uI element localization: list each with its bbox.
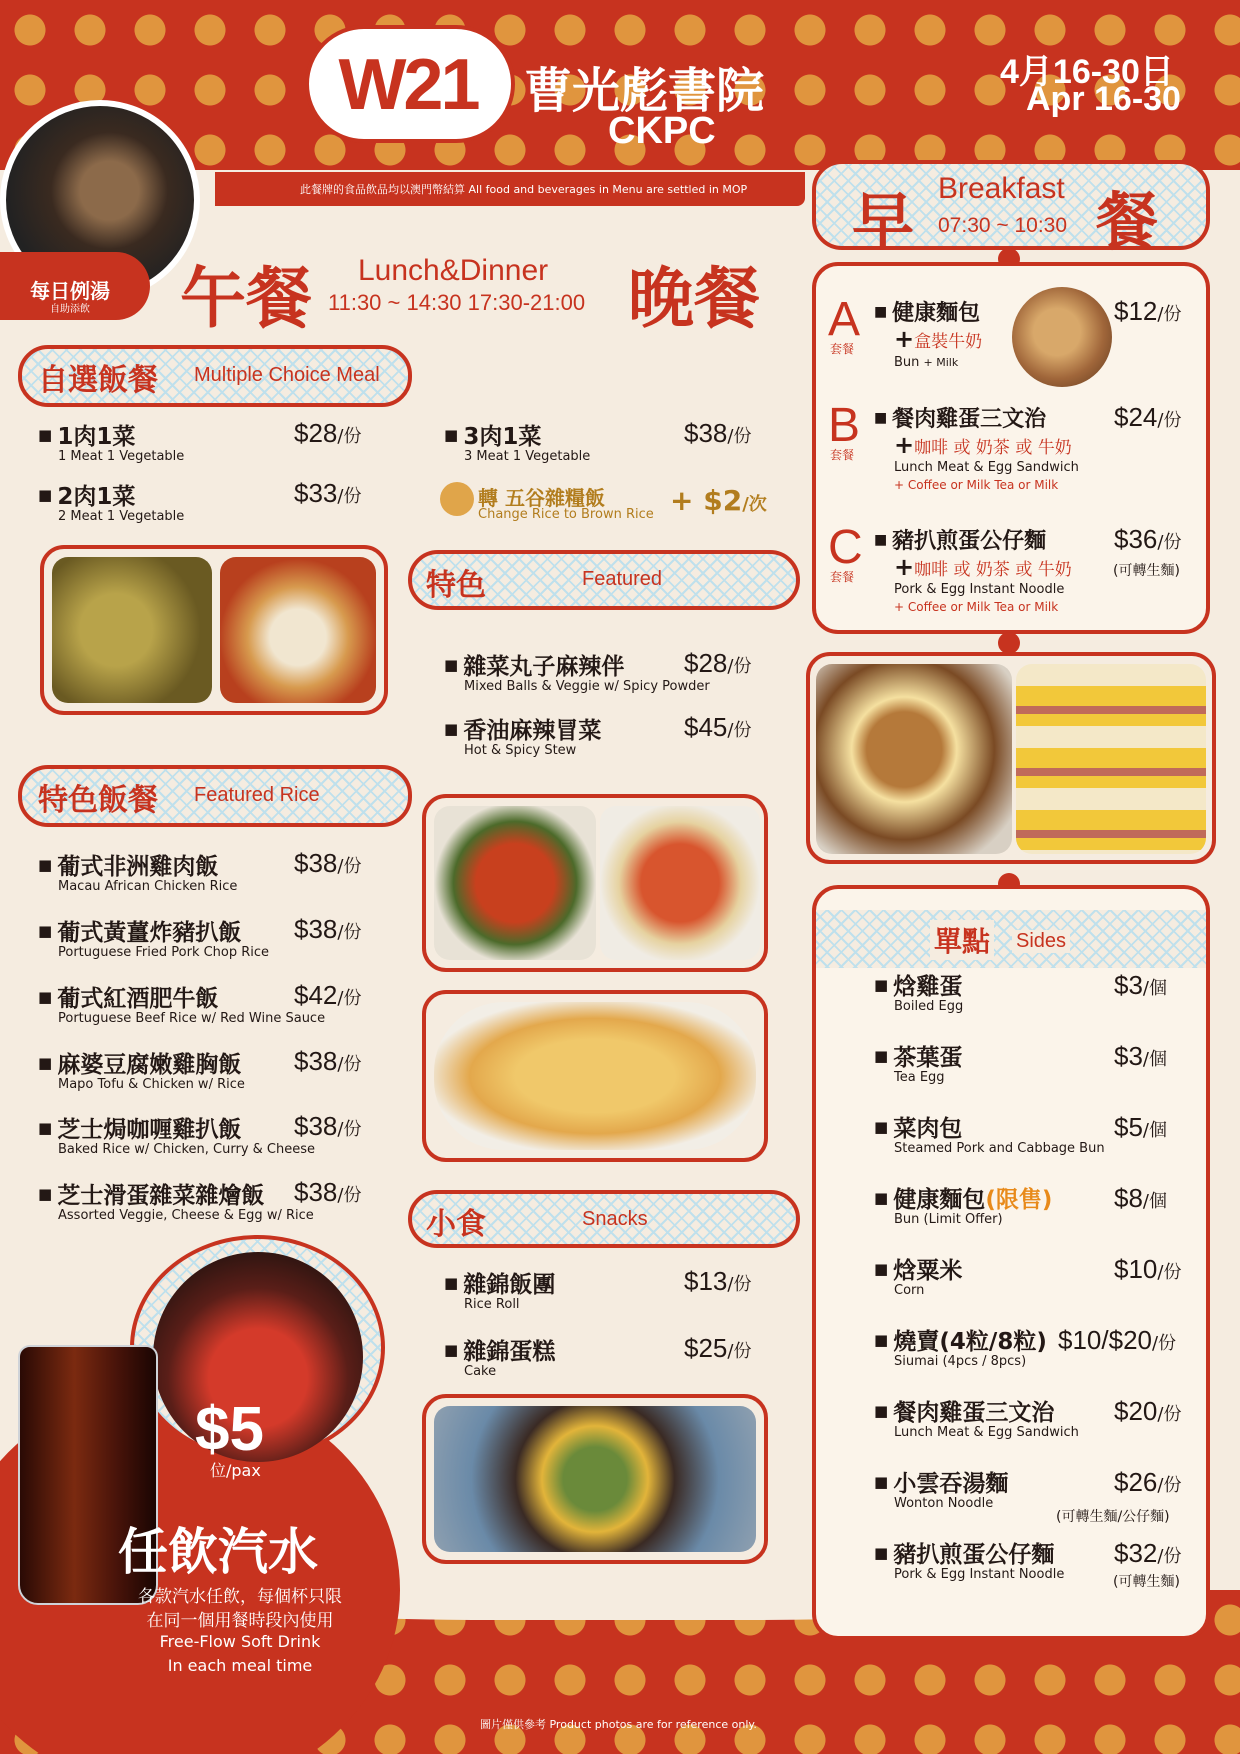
set-name: ■ 健康麵包	[874, 296, 980, 327]
drink-price: $5	[195, 1395, 264, 1464]
price-note: (可轉生麵/公仔麵)	[1056, 1509, 1170, 1525]
price: $42/份	[294, 980, 362, 1010]
set-letter: A	[828, 293, 861, 346]
set-name-en: Lunch Meat & Egg Sandwich	[894, 460, 1079, 475]
menu-item: ■ 燒賣(4粒/8粒) Siumai (4pcs / 8pcs)	[874, 1323, 1047, 1369]
price: $28/份	[684, 648, 752, 678]
brown-rice-upgrade	[440, 482, 690, 524]
sandwich-photo	[1016, 664, 1206, 854]
set-name-en: Pork & Egg Instant Noodle	[894, 582, 1065, 597]
set-name: ■ 餐肉雞蛋三文治	[874, 402, 1046, 433]
price: $32/份	[1114, 1538, 1182, 1568]
cake-photo	[422, 1394, 768, 1564]
price: $10/份	[1114, 1254, 1182, 1284]
menu-item: ■ 焓雞蛋 Boiled Egg	[874, 968, 963, 1014]
multiple-choice-subtitle: Multiple Choice Meal	[194, 364, 380, 386]
price: $8/個	[1114, 1183, 1167, 1213]
set-addon: +咖啡 或 奶茶 或 牛奶	[894, 553, 1072, 581]
set-addon-en: + Coffee or Milk Tea or Milk	[894, 600, 1059, 614]
price: $20/份	[1114, 1396, 1182, 1426]
multiple-choice-title: 自選飯餐	[38, 363, 158, 398]
soup-label: 每日例湯	[30, 279, 110, 303]
date-zh: 4月16-30日	[1000, 53, 1174, 91]
set-name: ■ 豬扒煎蛋公仔麵	[874, 524, 1046, 555]
menu-item: ■ 葡式黃薑炸豬扒飯 Portuguese Fried Pork Chop Rice	[38, 914, 269, 960]
baked-dish	[434, 1002, 756, 1150]
price: $36/份	[1114, 524, 1182, 554]
menu-item: ■ 麻婆豆腐嫩雞胸飯 Mapo Tofu & Chicken w/ Rice	[38, 1046, 245, 1092]
set-addon: +咖啡 或 奶茶 或 牛奶	[894, 431, 1072, 459]
menu-item: ■ 1肉1菜 1 Meat 1 Vegetable	[38, 418, 184, 464]
sides-header	[816, 910, 1206, 968]
menu-item: ■ 小雲吞湯麵 Wonton Noodle	[874, 1465, 1008, 1511]
sides-subtitle: Sides	[1012, 930, 1070, 953]
drink-unit: 位/pax	[210, 1461, 261, 1480]
price-note: (可轉生麵)	[1113, 563, 1180, 579]
menu-item: ■ 茶葉蛋 Tea Egg	[874, 1039, 962, 1085]
price: $45/份	[684, 712, 752, 742]
menu-item: ■ 焓粟米 Corn	[874, 1252, 962, 1298]
set-label: 套餐	[830, 342, 855, 356]
menu-item: ■ 葡式非洲雞肉飯 Macau African Chicken Rice	[38, 848, 237, 894]
price: $38/份	[294, 1111, 362, 1141]
brown-rice-en: Change Rice to Brown Rice	[478, 507, 654, 522]
price: $38/份	[294, 848, 362, 878]
snacks-title: 小食	[426, 1207, 486, 1242]
baked-rice-photo	[422, 990, 768, 1162]
college-name-en: CKPC	[608, 110, 716, 152]
price: $38/份	[294, 1046, 362, 1076]
price: $33/份	[294, 478, 362, 508]
featured-photo	[422, 794, 768, 972]
divider-dot	[998, 632, 1020, 654]
featured-rice-title: 特色飯餐	[38, 783, 158, 818]
drink-desc-4: In each meal time	[167, 1656, 313, 1675]
drink-title: 任飲汽水	[118, 1523, 318, 1581]
price: $38/份	[294, 1177, 362, 1207]
brown-rice-price: + $2/次	[670, 484, 767, 517]
price: $12/份	[1114, 296, 1182, 326]
price: $3/個	[1114, 1041, 1167, 1071]
lunch-title-zh: 午餐	[180, 259, 312, 337]
curry-photo	[52, 557, 212, 703]
breakfast-zh-right: 餐	[1096, 185, 1159, 258]
menu-item: ■ 3肉1菜 3 Meat 1 Vegetable	[444, 418, 590, 464]
price: $38/份	[294, 914, 362, 944]
set-letter: C	[828, 521, 863, 574]
featured-rice-subtitle: Featured Rice	[194, 784, 320, 806]
price: $24/份	[1114, 402, 1182, 432]
spicy-dish-photo	[434, 806, 596, 960]
price: $3/個	[1114, 970, 1167, 1000]
price: $10/$20/份	[1058, 1325, 1177, 1355]
drink-desc-3: Free-Flow Soft Drink	[159, 1632, 321, 1651]
rice-photo	[220, 557, 376, 703]
set-addon-en: + Coffee or Milk Tea or Milk	[894, 478, 1059, 492]
bun-photo	[1012, 287, 1112, 387]
price: $5/個	[1114, 1112, 1167, 1142]
logo-text: W21	[338, 45, 478, 125]
set-letter: B	[828, 399, 861, 452]
noodle-photo	[816, 664, 1012, 854]
currency-notice: 此餐牌的食品飲品均以澳門幣結算 All food and beverages in Menu are settled in MOP	[300, 183, 748, 196]
price-note: (可轉生麵)	[1113, 1574, 1180, 1590]
menu-item: ■ 餐肉雞蛋三文治 Lunch Meat & Egg Sandwich	[874, 1394, 1079, 1440]
breakfast-zh-left: 早	[852, 185, 915, 258]
menu-item: ■ 菜肉包 Steamed Pork and Cabbage Bun	[874, 1110, 1105, 1156]
price: $13/份	[684, 1266, 752, 1296]
snacks-subtitle: Snacks	[582, 1208, 648, 1230]
menu-item: ■ 芝士滑蛋雜菜雜燴飯 Assorted Veggie, Cheese & Egg w/ Rice	[38, 1177, 314, 1223]
menu-item: ■ 豬扒煎蛋公仔麵 Pork & Egg Instant Noodle	[874, 1536, 1064, 1582]
menu-item: ■ 雜錦飯團 Rice Roll	[444, 1266, 555, 1312]
menu-item: ■ 葡式紅酒肥牛飯 Portuguese Beef Rice w/ Red Wine Sauce	[38, 980, 325, 1026]
menu-item: ■ 雜菜丸子麻辣伴 Mixed Balls & Veggie w/ Spicy Powder	[444, 648, 710, 694]
drink-desc-1: 各款汽水任飲，每個杯只限	[138, 1587, 342, 1607]
menu-item: ■ 2肉1菜 2 Meat 1 Vegetable	[38, 478, 184, 524]
price: $38/份	[684, 418, 752, 448]
cake-dish	[434, 1406, 756, 1552]
dinner-title-zh: 晚餐	[628, 259, 760, 337]
menu-item: ■ 雜錦蛋糕 Cake	[444, 1333, 555, 1379]
featured-subtitle: Featured	[582, 568, 663, 590]
price: $25/份	[684, 1333, 752, 1363]
menu-item: ■ 健康麵包(限售) Bun (Limit Offer)	[874, 1181, 1052, 1227]
drink-desc-2: 在同一個用餐時段內使用	[146, 1611, 334, 1631]
price: $28/份	[294, 418, 362, 448]
brown-rice-zh: 轉 五谷雜糧飯	[478, 486, 605, 510]
lunch-title-en: Lunch&Dinner	[358, 254, 549, 287]
set-label: 套餐	[830, 570, 855, 584]
multiple-choice-photo	[40, 545, 388, 715]
set-name-en: Bun + Milk	[894, 355, 959, 370]
breakfast-hours: 07:30 ~ 10:30	[938, 214, 1068, 237]
price: $26/份	[1114, 1467, 1182, 1497]
breakfast-en: Breakfast	[938, 172, 1065, 205]
set-addon: +盒裝牛奶	[894, 325, 983, 353]
breakfast-photo	[806, 652, 1216, 864]
soup-sub: 自助添飲	[50, 304, 90, 315]
lunch-hours: 11:30 ~ 14:30 17:30-21:00	[328, 290, 586, 315]
stew-photo	[600, 806, 760, 960]
featured-title: 特色	[426, 568, 486, 603]
set-label: 套餐	[830, 448, 855, 462]
photo-disclaimer: 圖片僅供參考 Product photos are for reference only.	[480, 1718, 757, 1731]
wheat-icon	[440, 482, 474, 516]
date-en: Apr 16-30	[1026, 80, 1181, 118]
sides-title: 單點	[930, 920, 994, 960]
menu-item: ■ 芝士焗咖喱雞扒飯 Baked Rice w/ Chicken, Curry & Cheese	[38, 1111, 315, 1157]
college-name-zh: 曹光彪書院	[524, 63, 765, 119]
menu-item: ■ 香油麻辣冒菜 Hot & Spicy Stew	[444, 712, 601, 758]
